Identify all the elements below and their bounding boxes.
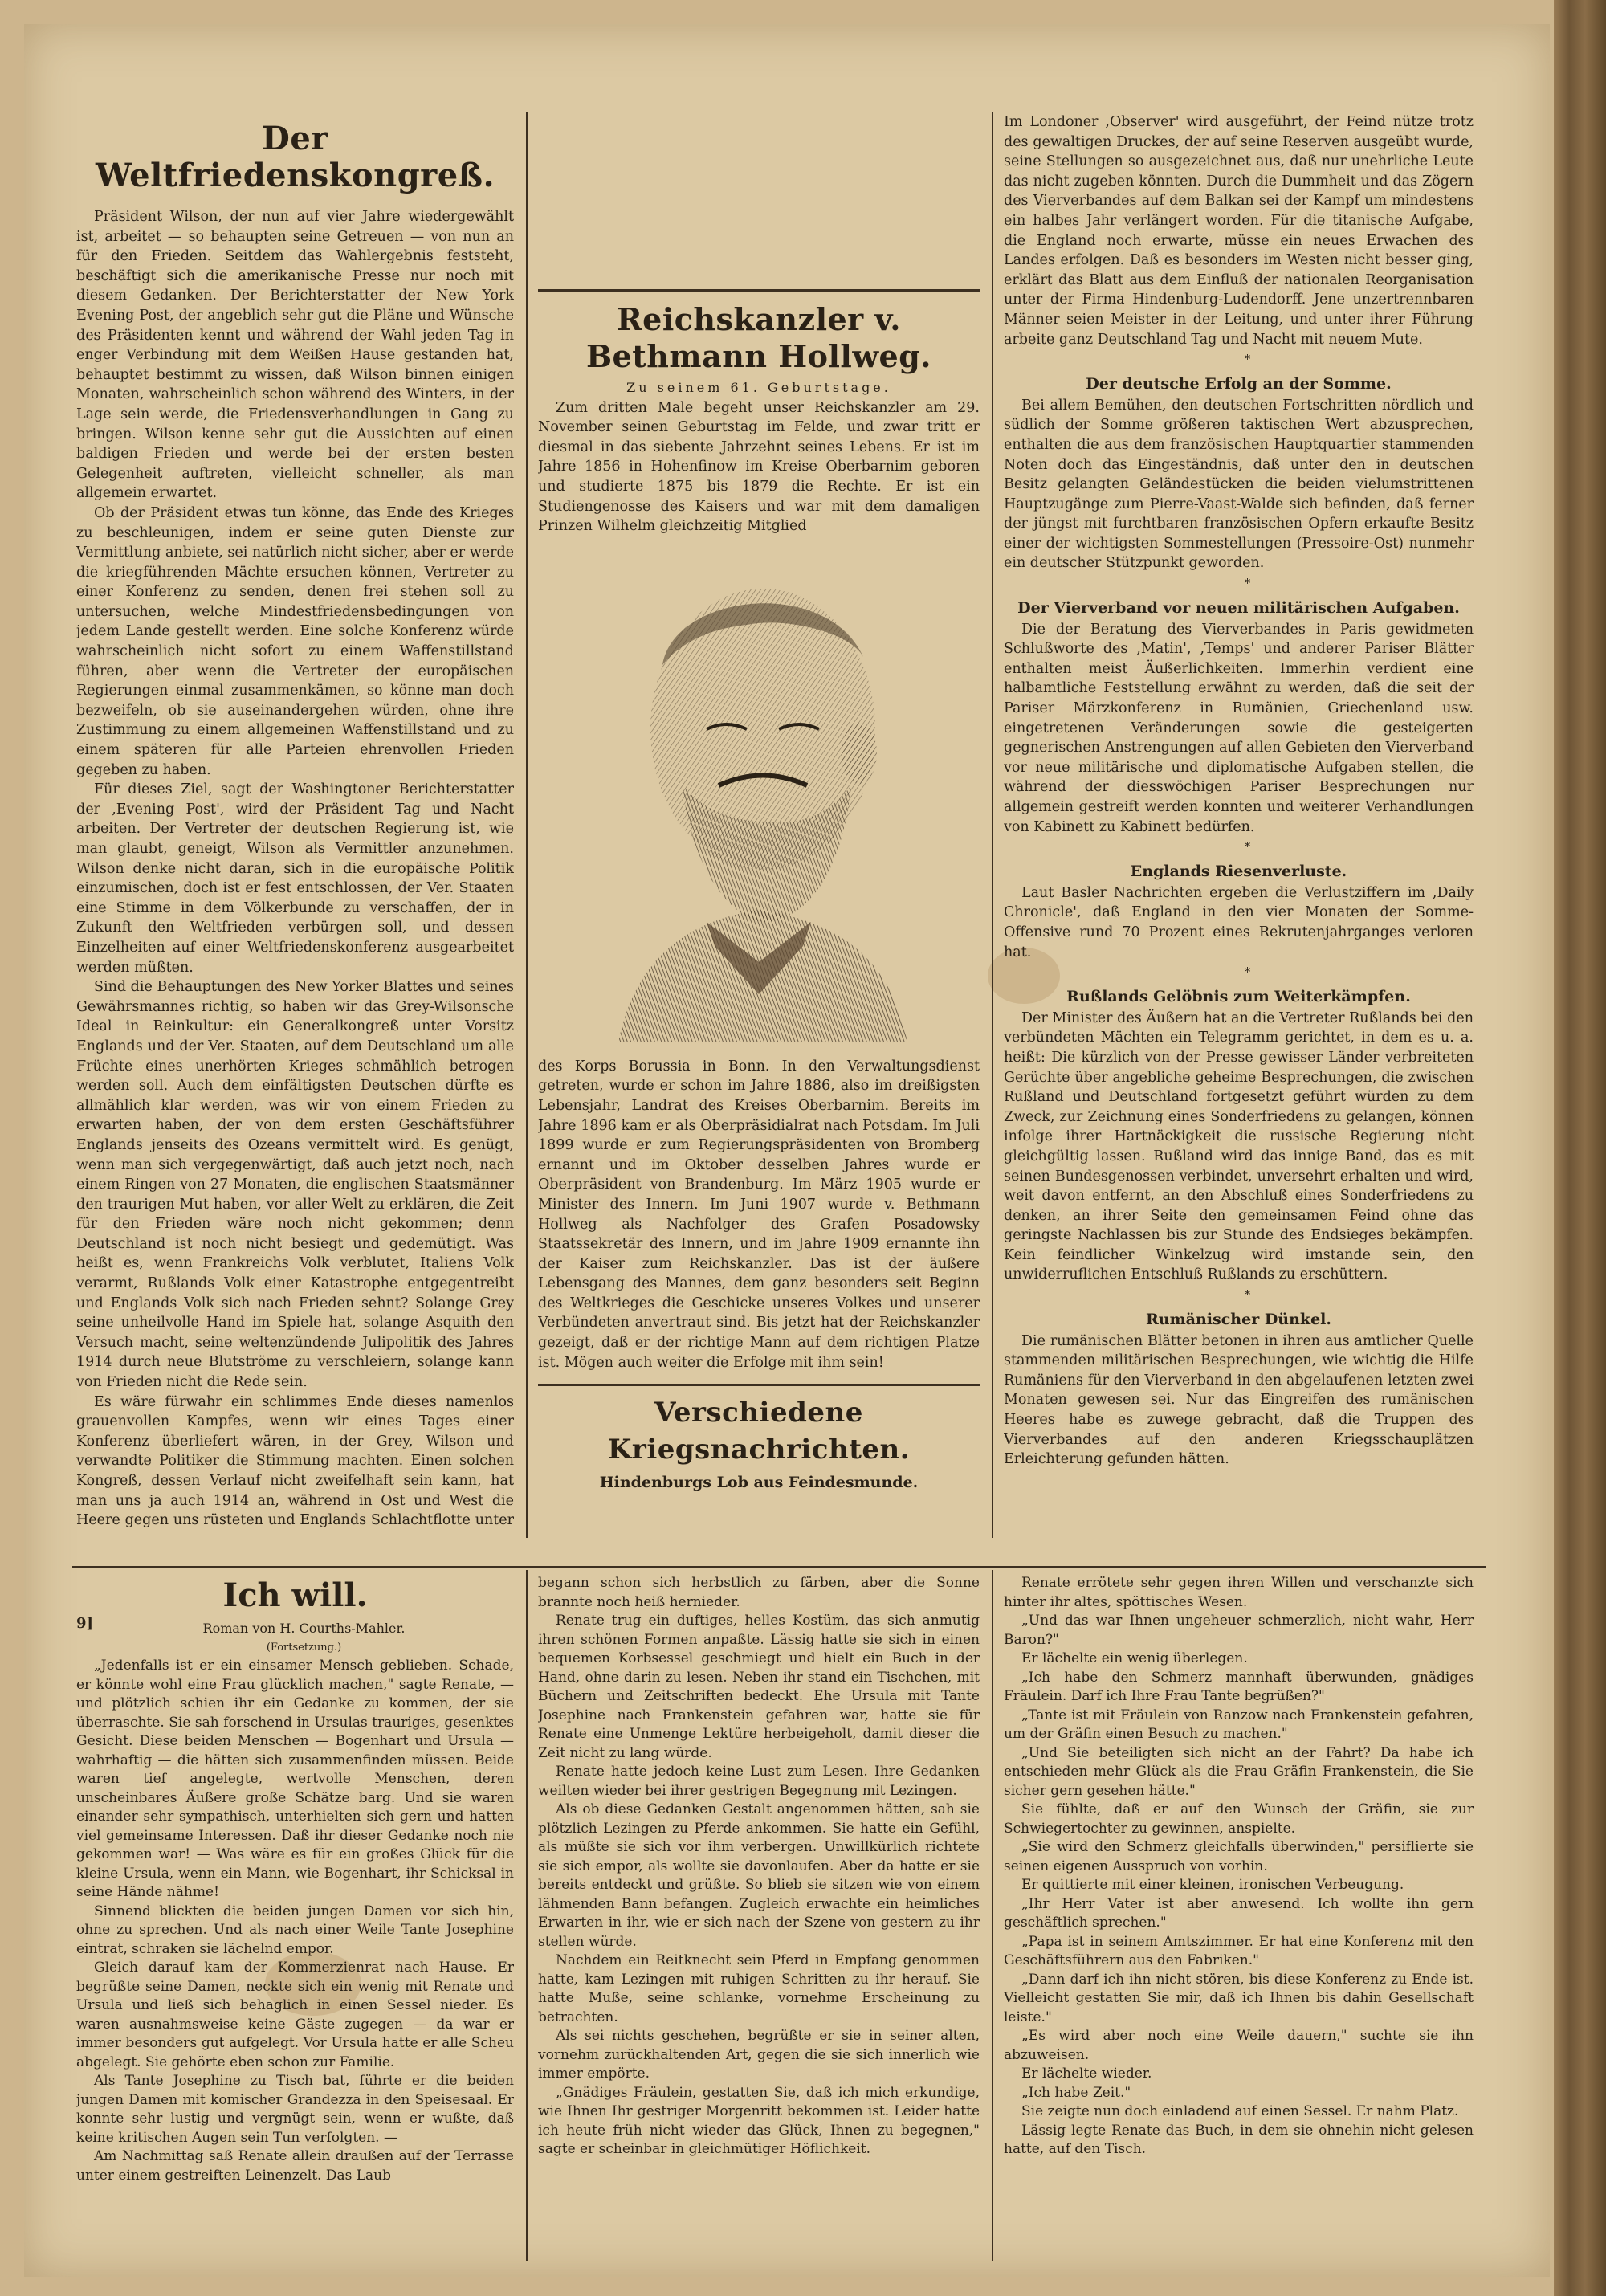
novel-paragraph: Renate errötete sehr gegen ihren Willen und verschanzte sich hinter ihr altes, spöttisches Wesen.: [1004, 1575, 1474, 1610]
article-paragraph: des Korps Borussia in Bonn. In den Verwaltungsdienst getreten, wurde er schon im Jahre 1886, also im dreißigsten Lebensjahr, Landrat des Kreises Oberbarnim. Bereits im Jahre 1896 kam er als Oberpräsidialrat nach Potsdam. Im Juli 1899 wurde er zum Regierungspräsidenten von Bromberg ernannt und im Oktober desselben Jahres wurde er Oberpräsident von Brandenburg. Im März 1905 wurde er Minister des Innern. Im Juni 1907 wurde v. Bethmann Hollweg als Nachfolger des Grafen Posadowsky Staatssekretär des Innern, und im Jahre 1909 ernannte ihn der Kaiser zum Reichskanzler. Das ist der äußere Lebensgang des Mannes, dem ganz besonders seit Beginn des Weltkrieges die Geschicke unseres Volkes und unserer Verbündeten anvertraut sind. Bis jetzt hat der Reichskanzler gezeigt, daß er der richtige Mann auf dem richtigen Platze ist. Mögen auch weiter die Erfolge mit ihm sein!: [538, 1058, 980, 1371]
article-title: Reichskanzler v. Bethmann Hollweg.: [585, 301, 932, 374]
article-paragraph: Ob der Präsident etwas tun könne, das Ende des Krieges zu beschleunigen, indem er seine guten Dienste zur Vermittlung anbiete, sei natürlich nicht sicher, aber er werde die kriegführenden Mächte ersuchen können, Vertreter zu einer Konferenz zu senden, denen frei stehen soll zu untersuchen, welche Mindestfriedensbedingungen von jedem Lande gestellt werden. Eine solche Konferenz würde wahrscheinlich nicht sofort zu einem Waffenstillstand führen, aber wenn die Vertreter der europäischen Regierungen einmal zusammenkämen, so könne man doch bezweifeln, ob sie auseinandergehen würden, ohne ihre Zustimmung zu einem allgemeinen Waffenstillstand und zu einem späteren für alle Parteien ehrenvollen Frieden gegeben zu haben.: [76, 504, 514, 778]
article-paragraph: Präsident Wilson, der nun auf vier Jahre wiedergewählt ist, arbeitet — so behaupten seine Getreuen — von nun an für den Frieden. Seitdem das Wahlergebnis feststeht, beschäftigt sich die amerikanische Presse nur noch mit diesem Gedanken. Der Berichterstatter der New York Evening Post, der angeblich sehr gut die Pläne und Wünsche des Präsidenten kennt und während der Wahl jeden Tag in enger Verbindung mit dem Weißen Hause gestanden hat, behauptet bestimmt zu wissen, daß Wilson binnen einigen Monaten, wahrscheinlich schon während des Winters, in der Lage sein werde, die Friedensverhandlungen in Gang zu bringen. Wilson kenne sehr gut die Aussichten auf einen baldigen Frieden und werde bei der ersten besten Gelegenheit auftreten, vielleicht schneller, als man allgemein erwartet.: [76, 209, 514, 502]
separator-star: *: [1244, 839, 1251, 854]
article-paragraph: Die der Beratung des Vierverbandes in Paris gewidmeten Schlußworte des ,Matin', ,Temps' und anderer Pariser Blätter enthalten meist Äußerlichkeiten. Immerhin verdient eine halbamtliche Feststellung erwähnt zu werden, daß die seit der Pariser Märzkonferenz in Rumänien, Griechenland usw. eingetretenen Veränderungen sowie die gesteigerten gegnerischen Anstrengungen auf allen Gebieten den Vierverband vor neue militärische und diplomatische Aufgaben stellen, die während der diesswöchigen Pariser Besprechungen nur allgemein gestreift werden konnten und weiterer Verhandlungen von Kabinett zu Kabinett bedürfen.: [1004, 621, 1474, 835]
novel-paragraph: begann schon sich herbstlich zu färben, aber die Sonne brannte noch heiß hernieder.: [538, 1575, 980, 1610]
article-paragraph: Die rumänischen Blätter betonen in ihren aus amtlicher Quelle stammenden militärischen Besprechungen, wie wichtig die Hilfe Rumäniens für den Vierverband in den abgelaufenen letzten zwei Monaten gewesen sei. Nur das Eingreifen des rumänischen Heeres habe es zuwege gebracht, daß die Truppen des Vierverbandes auf den anderen Kriegsschauplätzen Erleichterung gefunden hätten.: [1004, 1332, 1474, 1468]
column-rule: [992, 1570, 993, 2261]
section-rule: [538, 1384, 980, 1386]
novel-paragraph: Nachdem ein Reitknecht sein Pferd in Empfang genommen hatte, kam Lezingen mit ruhigen Schritten zu ihr herauf. Sie hatte Muße, seine schlanke, vornehme Erscheinung zu betrachten.: [538, 1952, 980, 2025]
novel-column-2: [538, 1574, 980, 2265]
novel-paragraph: Am Nachmittag saß Renate allein draußen auf der Terrasse unter einem gestreiften Leinenzelt. Das Laub: [76, 2148, 514, 2184]
novel-paragraph: Sinnend blickten die beiden jungen Damen vor sich hin, ohne zu sprechen. Und als nach einer Weile Tante Josephine eintrat, schraken sie lächelnd empor.: [76, 1902, 514, 1957]
article-paragraph: Bei allem Bemühen, den deutschen Fortschritten nördlich und südlich der Somme größeren taktischen Wert abzusprechen, enthalten die aus dem französischen Hauptquartier stammenden Noten doch das Eingeständnis, daß unter den in deutschen Besitz gelangten Geländestücken die beiden vielumstrittenen Hauptzugänge zum Pierre-Vaast-Walde sich befinden, daß ferner der jüngst mit furchtbaren französischen Opfern erkaufte Besitz einer der wichtigsten Sommestellungen (Pressoire-Ost) nunmehr ein deutscher Stützpunkt geworden.: [1004, 397, 1474, 572]
novel-paragraph: Er lächelte wieder.: [1021, 2066, 1152, 2082]
article-kriegsnachrichten: [1004, 112, 1474, 1534]
novel-paragraph: Als ob diese Gedanken Gestalt angenommen hätten, sah sie plötzlich Lezingen zu Pferde ankommen. Sie hatte ein Gefühl, als müßte sie sich vor ihm verbergen. Unwillkürlich richtete sie sich empor, als wollte sie davonlaufen. Aber da hatte er sie bereits entdeckt und grüßte. So blieb sie sitzen wie von einem lähmenden Bann befangen. Zugleich erwachte ein heimliches Erwarten in ihr, wie er sich nach der Szene von gestern zu ihr stellen würde.: [538, 1801, 980, 1950]
article-paragraph: Der Minister des Äußern hat an die Vertreter Rußlands bei den verbündeten Mächten ein Telegramm gerichtet, in dem es u. a. heißt: Die kürzlich von der Presse gewisser Länder verbreiteten Gerüchte über angebliche geheime Besprechungen, die zwischen Rußland und Deutschland fortgesetzt geführt würden zu dem Zweck, zur Zeichnung eines Sonderfriedens zu gelangen, können infolge ihrer Hartnäckigkeit die russische Regierung nicht gleichgültig lassen. Rußland wird das innige Band, das es mit seinen Bundesgenossen verbindet, unversehrt erhalten und wird, weit davon entfernt, an den Abschluß eines Sonderfriedens zu denken, an ihrer Seite den gemeinsamen Feind ohne das geringste Nachlassen bis zur Stunde des Endsieges bekämpfen. Kein feindlicher Winkelzug wird imstande sein, den unwiderruflichen Entschluß Rußlands zu erschüttern.: [1004, 1009, 1474, 1283]
novel-paragraph: Gleich darauf kam der Kommerzienrat nach Hause. Er begrüßte seine Damen, neckte sich ein wenig mit Renate und Ursula und ließ sich behaglich in einen Sessel nieder. Es waren ausnahmsweise keine Gäste zugegen — da war er immer besonders gut aufgelegt. Vor Ursula hatte er alle Scheu abgelegt. Sie gehörte eben schon zur Familie.: [76, 1960, 514, 2070]
article-paragraph: Für dieses Ziel, sagt der Washingtoner Berichterstatter der ,Evening Post', wird der Präsident Tag und Nacht arbeiten. Der Vertreter der deutschen Regierung ist, wie man glaubt, geneigt, Wilson als Vermittler anzunehmen. Wilson denke nicht daran, sich in die europäische Politik einzumischen, doch ist er fest entschlossen, der Ver. Staaten eine Stimme in dem Völkerbunde zu verschaffen, der in Zukunft den Weltfrieden verbürgen soll, und dessen Einzelheiten auf einer Weltfriedenskonferenz ausgearbeitet werden müßten.: [76, 781, 514, 976]
novel-column-3: [1004, 1574, 1474, 2265]
novel-paragraph: „Ihr Herr Vater ist aber anwesend. Ich wollte ihn gern geschäftlich sprechen.": [1004, 1895, 1474, 1931]
section-heading: Der deutsche Erfolg an der Somme.: [1086, 374, 1392, 393]
section-rule: [538, 289, 980, 292]
novel-paragraph: Er lächelte ein wenig überlegen.: [1021, 1650, 1248, 1666]
section-heading: Englands Riesenverluste.: [1130, 862, 1347, 880]
novel-paragraph: Als Tante Josephine zu Tisch bat, führte er die beiden jungen Damen mit komischer Grandezza in den Speisesaal. Er konnte sehr lustig und vergnügt sein, wenn er wußte, daß keine kritischen Augen sein Tun verfolgten. —: [76, 2073, 514, 2146]
separator-star: *: [1244, 964, 1251, 980]
article-continuation: [538, 112, 980, 281]
novel-paragraph: „Dann darf ich ihn nicht stören, bis diese Konferenz zu Ende ist. Vielleicht gestatten Sie mir, daß ich Ihnen bis dahin Gesellschaft leiste.": [1004, 1971, 1474, 2025]
novel-paragraph: „Papa ist in seinem Amtszimmer. Er hat eine Konferenz mit den Geschäftsführern aus den Fabriken.": [1004, 1933, 1474, 1968]
article-paragraph: Zum dritten Male begeht unser Reichskanzler am 29. November seinen Geburtstag im Felde, und zwar tritt er diesmal in das siebente Jahrzehnt seines Lebens. Er ist im Jahre 1856 in Hohenfinow im Kreise Oberbarnim geboren und studierte 1875 bis 1879 die Rechte. Er ist ein Studiengenosse des Kaisers und war mit dem damaligen Prinzen Wilhelm gleichzeitig Mitglied: [538, 399, 980, 535]
article-paragraph: Sind die Behauptungen des New Yorker Blattes und seines Gewährsmannes richtig, so haben wir das Grey-Wilsonsche Ideal in Reinkultur: ein Generalkongreß unter Vorsitz Englands und der Ver. Staaten, auf dem Deutschland um alle Früchte eines unerhörten Krieges schmählich betrogen werden soll. Auch dem einfältigsten Deutschen dürfte es allmählich klar werden, was wir von einem Frieden zu erwarten haben, der von dem ersten Geschäftsführer Englands jenseits des Ozeans vermittelt wird. Es genügt, wenn man sich vergegenwärtigt, daß auch jetzt noch, nach einem Ringen von 27 Monaten, die englischen Staatsmänner den traurigen Mut haben, vor aller Welt zu erklären, die Zeit für den Frieden wäre noch nicht gekommen; denn Deutschland ist noch nicht besiegt und gedemütigt. Was heißt es, wenn Frankreichs Volk verblutet, Italiens Volk verarmt, Rußlands Volk einer Katastrophe entgegentreibt und Englands Volk sich nach Frieden sehnt? Solange Grey seine unheilvolle Hand im Spiele hat, solange Asquith den Versuch macht, seine weltenzündende Julipolitik des Jahres 1914 durch neue Blutströme zu verschleiern, solange kann von Frieden nicht die Rede sein.: [76, 979, 514, 1391]
section-heading: Der Vierverband vor neuen militärischen Aufgaben.: [1017, 598, 1460, 617]
section-heading: Rumänischer Dünkel.: [1145, 1310, 1332, 1328]
article-bethmann-hollweg: [538, 289, 980, 1534]
column-rule: [526, 112, 528, 1538]
novel-paragraph: „Jedenfalls ist er ein einsamer Mensch geblieben. Schade, er könnte wohl eine Frau glücklich machen," sagte Renate, — und plötzlich schien ihr ein Gedanke zu kommen, der sie überraschte. Sie sah forschend in Ursulas trauriges, gesenktes Gesicht. Diese beiden Menschen — Bogenhart und Ursula — wahrhaftig — die hätten sich zusammenfinden müssen. Beide waren tief angelegte, wertvolle Menschen, deren unscheinbares Äußere große Schätze barg. Und sie waren einander sehr sympathisch, unterhielten sich gern und hatten viel gemeinsame Interessen. Daß ihr dieser Gedanke noch nie gekommen war! — Was wäre es für ein großes Glück für die kleine Ursula, wenn ein Mann, wie Bogenhart, ihr Schicksal in seine Hände nähme!: [76, 1658, 514, 1900]
novel-continuation-note: (Fortsetzung.): [266, 1641, 342, 1654]
article-paragraph: Es wäre fürwahr ein schlimmes Ende dieses namenlos grauenvollen Kampfes, wenn wir eines Tages einer Konferenz überliefert wären, in der Grey, Wilson und verwandte Politiker die Stimmung machten. Einen solchen Kongreß, dessen Verlauf nicht zweifelhaft sein kann, hat man uns ja auch 1914 an, während in Ost und West die Heere gegen uns rüsteten und Englands Schlachtflotte unter: [76, 1393, 514, 1529]
separator-star: *: [1244, 1287, 1251, 1303]
novel-paragraph: Sie fühlte, daß er auf den Wunsch der Gräfin, sie zur Schwiegertochter zu gewinnen, anspielte.: [1004, 1801, 1474, 1837]
column-rule: [526, 1570, 528, 2261]
novel-paragraph: „Ich habe den Schmerz mannhaft überwunden, gnädiges Fräulein. Darf ich Ihre Frau Tante begrüßen?": [1004, 1669, 1474, 1704]
separator-star: *: [1244, 576, 1251, 591]
novel-paragraph: Er quittierte mit einer kleinen, ironischen Verbeugung.: [1021, 1877, 1404, 1893]
installment-number: 9]: [76, 1615, 94, 1632]
novel-paragraph: „Gnädiges Fräulein, gestatten Sie, daß ich mich erkundige, wie Ihnen Ihr gestriger Morgenritt bekommen ist. Leider hatte ich heute früh nicht wieder das Glück, Ihnen zu begegnen," sagte er scheinbar in gleichmütiger Höflichkeit.: [538, 2084, 980, 2157]
separator-star: *: [1244, 352, 1251, 367]
newspaper-page: [24, 24, 1550, 2277]
article-weltfriedenskongress: [76, 120, 514, 1530]
novel-byline: Roman von H. Courths-Mahler.: [202, 1621, 406, 1636]
feuilleton-rule: [72, 1566, 1486, 1568]
novel-paragraph: „Es wird aber noch eine Weile dauern," suchte sie ihn abzuweisen.: [1004, 2028, 1474, 2063]
novel-paragraph: Renate hatte jedoch keine Lust zum Lesen. Ihre Gedanken weilten wieder bei ihrer gestrigen Begegnung mit Lezingen.: [538, 1764, 980, 1799]
article-title: Der Weltfriedenskongreß.: [95, 120, 495, 194]
novel-column-1: [76, 1574, 514, 2265]
novel-paragraph: „Ich habe Zeit.": [1021, 2084, 1131, 2101]
article-subtitle: Zu seinem 61. Geburtstage.: [626, 380, 891, 395]
article-title: Verschiedene Kriegsnachrichten.: [607, 1397, 911, 1466]
article-paragraph: Laut Basler Nachrichten ergeben die Verlustziffern im ,Daily Chronicle', daß England in den vier Monaten der Somme-Offensive rund 70 Prozent eines Rekrutenjahrganges verloren hat.: [1004, 884, 1474, 960]
novel-paragraph: Sie zeigte nun doch einladend auf einen Sessel. Er nahm Platz.: [1021, 2103, 1459, 2119]
article-paragraph: Im Londoner ,Observer' wird ausgeführt, der Feind nütze trotz des gewaltigen Druckes, der auf seine Reserven ausgeübt wurde, seine Stellungen so ausgezeichnet aus, daß nur unehrliche Leute das nicht zugeben könnten. Durch die Dummheit und das Zögern des Vierverbandes auf dem Balkan sei der Kampf um mindestens ein halbes Jahr verlängert worden. Für die titanische Aufgabe, die England noch erwarte, müsse ein neues Erwachen des Landes erfolgen. Daß es besonders im Westen nicht besser ging, erklärt das Blatt aus dem Einfluß der nationalen Reorganisation unter der Firma Hindenburg-Ludendorff. Jene unzertrennbaren Männer seien Meister in der Leitung, und unter ihrer Führung arbeite ganz Deutschland Tag und Nacht mit neuem Mute.: [1004, 114, 1474, 348]
portrait-engraving: [586, 544, 931, 1042]
column-rule: [992, 112, 993, 1538]
novel-paragraph: „Und Sie beteiligten sich nicht an der Fahrt? Da habe ich entschieden mehr Glück als die Frau Gräfin Frankenstein, die Sie sicher gern gesehen hätte.": [1004, 1744, 1474, 1799]
novel-paragraph: „Und das war Ihnen ungeheuer schmerzlich, nicht wahr, Herr Baron?": [1004, 1613, 1474, 1648]
novel-paragraph: Renate trug ein duftiges, helles Kostüm, das sich anmutig ihren schönen Formen anpaßte. Lässig hatte sie sich in einen bequemen Korbsessel geschmiegt und hielt ein Buch in der Hand, ohne darin zu lesen. Neben ihr stand ein Tischchen, mit Büchern und Zeitschriften bedeckt. Ehe Ursula mit Tante Josephine nach Frankenstein gefahren war, hatte sie für Renate eine Unmenge Lektüre herbeigeholt, damit dieser die Zeit nicht zu lang würde.: [538, 1613, 980, 1761]
novel-paragraph: „Sie wird den Schmerz gleichfalls überwinden," persiflierte sie seinen eigenen Ausspruch von vorhin.: [1004, 1839, 1474, 1874]
section-heading: Rußlands Gelöbnis zum Weiterkämpfen.: [1066, 987, 1411, 1005]
novel-paragraph: Lässig legte Renate das Buch, in dem sie ohnehin nicht gelesen hatte, auf den Tisch.: [1004, 2122, 1474, 2157]
novel-paragraph: „Tante ist mit Fräulein von Ranzow nach Frankenstein gefahren, um der Gräfin einen Besuch zu machen.": [1004, 1707, 1474, 1742]
novel-title: Ich will.: [222, 1576, 368, 1614]
novel-paragraph: Als sei nichts geschehen, begrüßte er sie in seiner alten, vornehm zurückhaltenden Art, gegen die sie sich innerlich wie immer empörte.: [538, 2028, 980, 2082]
book-spine-edge: [1554, 0, 1606, 2296]
section-heading: Hindenburgs Lob aus Feindesmunde.: [599, 1474, 919, 1492]
